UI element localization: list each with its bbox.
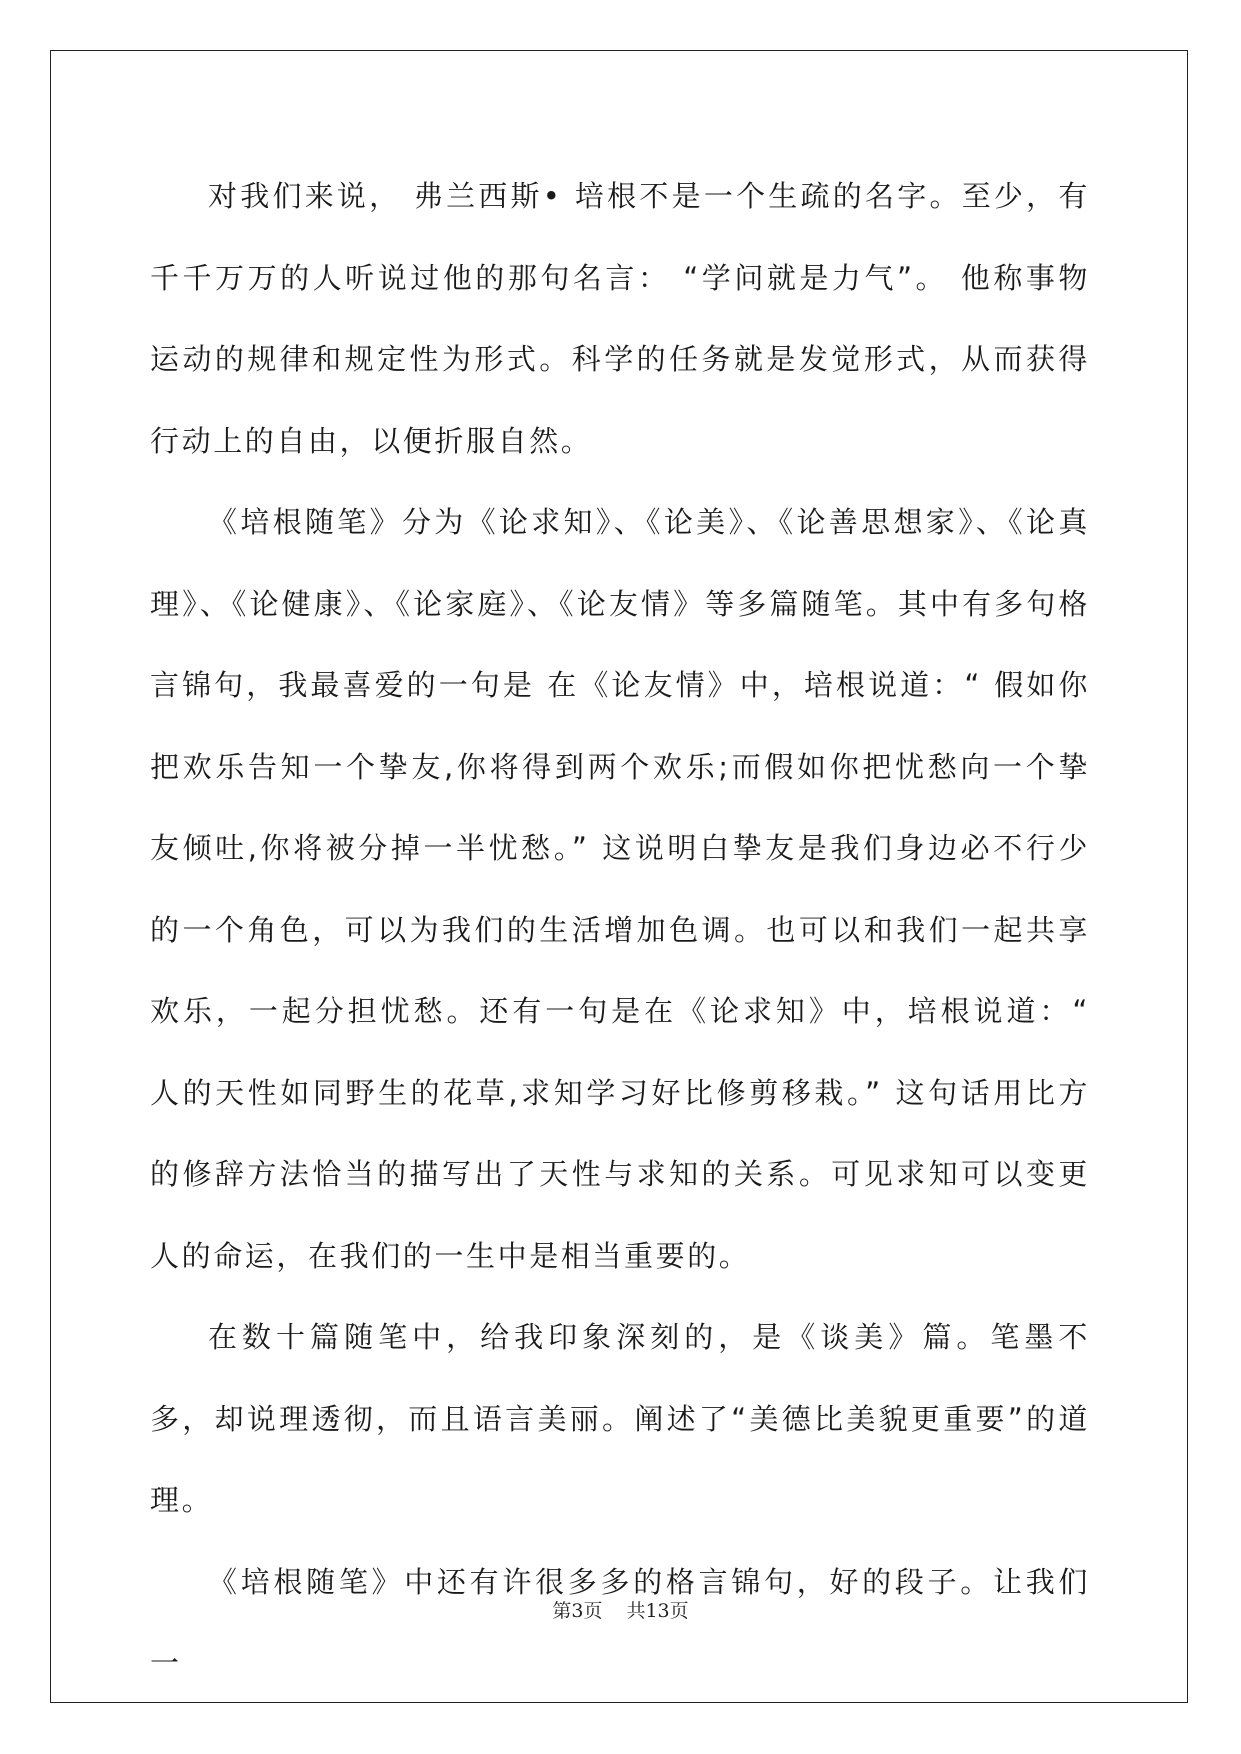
document-body bbox=[150, 156, 1090, 1705]
page-number: 第3页 bbox=[552, 1600, 603, 1622]
paragraph-3: 在数十篇随笔中，给我印象深刻的，是《谈美》篇。笔墨不多，却说理透彻，而且语言美丽。阐述了“美德比美貌更重要”的道理。 bbox=[150, 1320, 1090, 1517]
paragraph-4: 《培根随笔》中还有许很多多的格言锦句，好的段子。让我们一 bbox=[150, 1564, 1090, 1680]
paragraph-2: 《培根随笔》分为《论求知》、《论美》、《论善思想家》、《论真理》、《论健康》、《论家庭》、《论友情》等多篇随笔。其中有多句格言锦句，我最喜爱的一句是 在《论友情》中，培根说道：“ 假如你把欢乐告知一个挚友,你将得到两个欢乐;而假如你把忧愁向一个挚友倾吐,你将被分掉一半忧愁。” 这说明白挚友是我们身边必不行少的一个角色，可以为我们的生活增加色调。也可以和我们一起共享欢乐，一起分担忧愁。还有一句是在《论求知》中，培根说道：“ 人的天性如同野生的花草,求知学习好比修剪移栽。” 这句话用比方的修辞方法恰当的描写出了天性与求知的关系。可见求知可以变更人的命运，在我们的一生中是相当重要的。 bbox=[150, 505, 1090, 1273]
page-total: 共13页 bbox=[626, 1600, 689, 1622]
page-footer bbox=[0, 1596, 1241, 1623]
paragraph-1: 对我们来说， 弗兰西斯• 培根不是一个生疏的名字。至少，有千千万万的人听说过他的那句名言： “学问就是力气”。 他称事物运动的规律和规定性为形式。科学的任务就是发觉形式，从而获得行动上的自由，以便折服自然。 bbox=[150, 179, 1090, 458]
